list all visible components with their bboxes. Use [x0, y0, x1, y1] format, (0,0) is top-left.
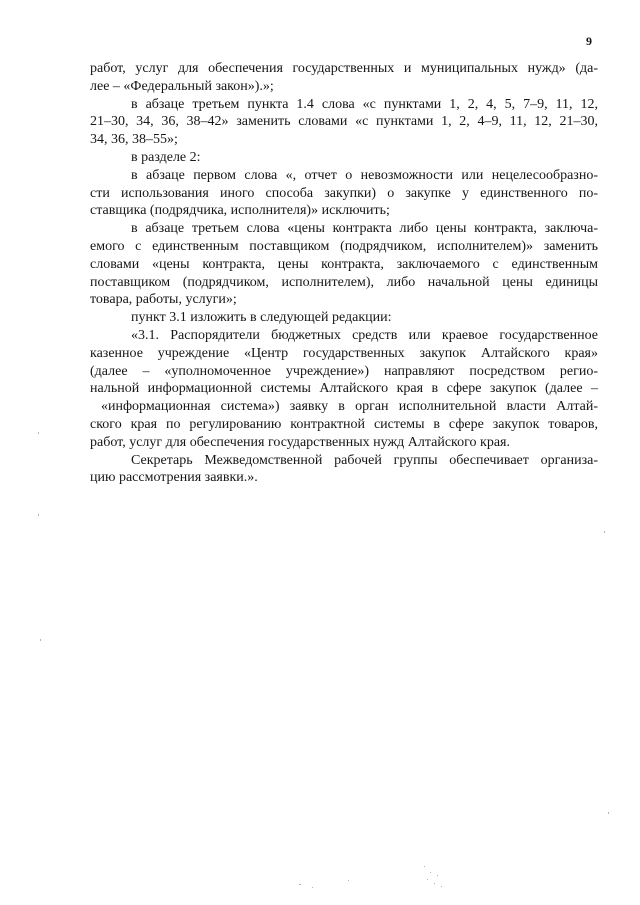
text-line: нальной информационной системы Алтайского края в сфере закупок (далее – — [90, 381, 598, 397]
text-line: емого с единственным поставщиком (подрядчиком, исполнителем)» заменить — [90, 238, 598, 254]
scan-speck — [608, 812, 609, 814]
scan-speck — [437, 875, 438, 876]
scan-speck — [441, 886, 442, 887]
text-line: «информационная система») заявку в орган исполнительной власти Алтай- — [101, 399, 598, 415]
scan-speck — [434, 883, 435, 884]
scan-speck — [424, 866, 425, 867]
scan-speck — [312, 887, 313, 888]
scan-speck — [604, 531, 605, 533]
text-line: (далее – «уполномоченное учреждение») направляют посредством регио- — [90, 363, 598, 379]
text-line: ставщика (подрядчика, исполнителя)» исключить; — [90, 203, 390, 219]
text-line: 34, 36, 38–55»; — [90, 132, 178, 148]
text-line: пункт 3.1 изложить в следующей редакции: — [131, 310, 392, 326]
text-line: Секретарь Межведомственной рабочей группы обеспечивает организа- — [131, 452, 598, 468]
text-line: лее – «Федеральный закон»).»; — [90, 78, 274, 94]
text-line: «3.1. Распорядители бюджетных средств или краевое государственное — [131, 327, 598, 343]
text-line: 21–30, 34, 36, 38–42» заменить словами «с пунктами 1, 2, 4–9, 11, 12, 21–30, — [90, 114, 598, 130]
text-line: сти использования иного способа закупки) о закупке у единственного по- — [90, 185, 598, 201]
text-line: работ, услуг для обеспечения государственных нужд Алтайского края. — [90, 434, 510, 450]
scan-speck — [348, 880, 349, 881]
text-line: цию рассмотрения заявки.». — [90, 470, 258, 486]
scan-speck — [38, 432, 39, 434]
page-number: 9 — [586, 34, 592, 48]
text-line: в разделе 2: — [131, 149, 201, 165]
scan-speck — [38, 514, 39, 516]
text-line: поставщиком (подрядчиком, исполнителем), либо начальной цены единицы — [90, 274, 598, 290]
text-line: в абзаце третьем слова «цены контракта либо цены контракта, заключа- — [131, 221, 598, 237]
text-line: в абзаце третьем пункта 1.4 слова «с пунктами 1, 2, 4, 5, 7–9, 11, 12, — [131, 96, 598, 112]
scan-speck — [427, 879, 428, 880]
text-line: товара, работы, услуги»; — [90, 292, 237, 308]
text-line: ского края по регулированию контрактной системы в сфере закупок товаров, — [90, 416, 598, 432]
scan-speck — [40, 639, 41, 641]
scan-speck — [430, 872, 431, 873]
text-line: работ, услуг для обеспечения государственных и муниципальных нужд» (да- — [90, 61, 598, 76]
text-line: казенное учреждение «Центр государственных закупок Алтайского края» — [90, 345, 598, 361]
text-line: словами «цены контракта, цены контракта, заключаемого с единственным — [90, 256, 598, 272]
document-body — [90, 60, 598, 487]
text-line: в абзаце первом слова «, отчет о невозможности или нецелесообразно- — [131, 167, 598, 183]
scan-speck — [299, 884, 301, 885]
